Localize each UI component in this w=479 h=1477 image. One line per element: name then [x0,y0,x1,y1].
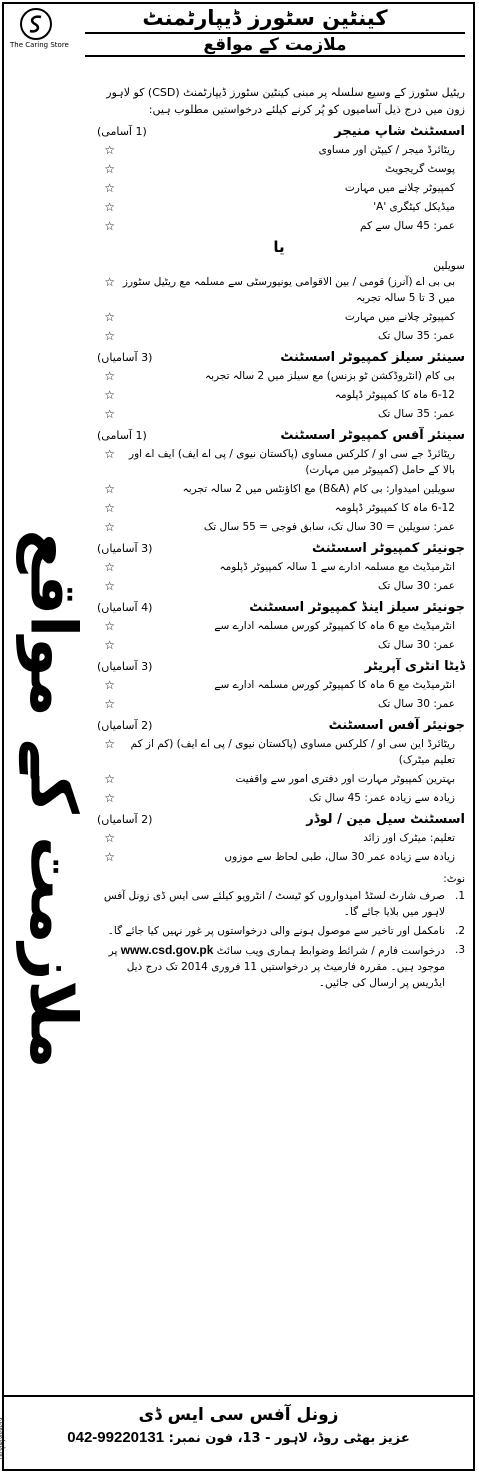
star-icon: ☆ [104,619,115,633]
star-icon: ☆ [104,737,115,751]
requirement-text: 6-12 ماہ کا کمپیوٹر ڈپلومہ [334,502,455,514]
note-number: 2. [454,925,465,937]
star-icon: ☆ [104,200,115,214]
requirement-item [93,696,465,712]
note-item [93,942,465,991]
post-heading [93,659,465,674]
side-banner [10,474,96,1124]
post-title: سینئر آفس کمپیوٹر اسسٹنٹ [280,428,465,443]
header [4,4,473,56]
post-count: (2 آسامیاں) [97,719,153,732]
requirement-text: 6-12 ماہ کا کمپیوٹر ڈپلومہ [334,389,455,401]
phone-number: 042-99220131 [67,1429,165,1446]
post-heading [93,350,465,365]
post-title: جونیئر سیلز اینڈ کمپیوٹر اسسٹنٹ [249,600,465,615]
requirement-text: بی بی اے (آنرز) قومی / بین الاقوامی یونیورسٹی سے مسلمہ مع ریٹیل سٹورز میں 3 تا 5 سالہ تجربہ [122,276,455,304]
requirement-text: سویلین امیدوار: بی کام (B&A) مع اکاؤنٹس میں 2 سالہ تجربہ [182,483,455,495]
note-text-part: پر موجود ہیں۔ مقررہ فارمیٹ پر درخواستیں 11 فروری 2014 تک درج ذیل ایڈریس پر ارسال کی جائیں۔ [108,945,445,989]
post-heading [93,718,465,733]
star-icon: ☆ [104,520,115,534]
requirement-item [93,736,465,768]
requirement-item [93,309,465,325]
requirement-item [93,199,465,215]
requirement-item [93,406,465,422]
requirement-text: عمر: 35 سال تک [377,330,455,342]
requirement-text: عمر: 30 سال تک [377,580,455,592]
logo-emblem-icon [19,7,53,41]
star-icon: ☆ [104,181,115,195]
address-text: عزیز بھٹی روڈ، لاہور - 13، فون نمبر: [168,1431,410,1446]
footer [4,1395,473,1469]
requirement-item [93,142,465,158]
post-heading [93,812,465,827]
requirement-item [93,578,465,594]
requirement-text: پوسٹ گریجویٹ [385,163,455,175]
star-icon: ☆ [104,482,115,496]
star-icon: ☆ [104,275,115,289]
requirement-text: زیادہ سے زیادہ عمر: 45 سال تک [308,792,455,804]
pid-code: PID(W)3009/13 [0,1417,6,1459]
csd-logo [10,7,69,59]
star-icon: ☆ [104,447,115,461]
note-item [93,888,465,920]
requirement-text: زیادہ سے زیادہ عمر 30 سال، طبی لحاظ سے موزوں [224,851,455,863]
post-title: جونیئر کمپیوٹر اسسٹنٹ [311,541,465,556]
star-icon: ☆ [104,407,115,421]
post-count: (3 آسامیاں) [97,542,153,555]
requirement-item [93,790,465,806]
post-count: (2 آسامیاں) [97,813,153,826]
ad-title: کینٹین سٹورز ڈیپارٹمنٹ [142,6,388,30]
notes-label: نوٹ: [443,873,465,885]
requirement-text: انٹرمیڈیٹ مع مسلمہ ادارے سے 1 سالہ کمپیوٹر ڈپلومہ [219,561,455,573]
post-heading [93,124,465,139]
star-icon: ☆ [104,678,115,692]
requirement-item [93,830,465,846]
requirement-item [93,677,465,693]
note-number: 3. [454,944,465,956]
star-icon: ☆ [104,162,115,176]
requirement-text: عمر: 45 سال سے کم [360,220,455,232]
ad-subtitle: ملازمت کے مواقع [85,32,465,57]
requirement-item [93,771,465,787]
requirement-item [93,637,465,653]
posts-section-1 [93,124,465,234]
note-text [93,888,445,920]
note-text-part: صرف شارٹ لسٹڈ امیدواروں کو ٹیسٹ / انٹرویو کیلئے سی ایس ڈی زونل آفس لاہور میں بلایا جائے گا۔ [103,890,445,918]
posts-section-2 [93,350,465,865]
requirement-item [93,446,465,478]
requirement-text: عمر: سویلین = 30 سال تک، سابق فوجی = 55 سال تک [203,521,455,533]
side-banner-text: ملازمت کے مواقع [15,529,90,1069]
post-title: جونیئر آفس اسسٹنٹ [328,718,465,733]
post-count: (1 آسامی) [97,429,147,442]
star-icon: ☆ [104,831,115,845]
office-name: زونل آفس سی ایس ڈی [138,1405,339,1425]
note-text-part: نامکمل اور تاخیر سے موصول ہونے والی درخواستوں پر غور نہیں کیا جائے گا۔ [107,925,445,937]
requirement-item [93,180,465,196]
star-icon: ☆ [104,369,115,383]
requirement-text: ریٹائرڈ این سی او / کلرکس مساوی (پاکستان نیوی / پی اے ایف) (کم از کم تعلیم میٹرک) [130,738,455,766]
note-number: 1. [454,890,465,902]
note-text [93,923,445,939]
post-count: (1 آسامی) [97,125,147,138]
post-title: ڈیٹا انٹری آپریٹر [364,659,465,674]
post-heading [93,428,465,443]
post-title: سینئر سیلز کمپیوٹر اسسٹنٹ [280,350,465,365]
requirement-item [93,559,465,575]
post-count: (3 آسامیاں) [97,660,153,673]
post-title: اسسٹنٹ شاپ منیجر [334,124,465,139]
or-label: یا [273,238,285,256]
post-count: (3 آسامیاں) [97,351,153,364]
requirement-text: بہترین کمپیوٹر مہارت اور دفتری امور سے واقفیت [235,773,455,785]
alt-requirements [93,274,465,344]
logo-tagline: The Caring Store [10,41,69,49]
requirement-item [93,500,465,516]
star-icon: ☆ [104,772,115,786]
requirement-item [93,618,465,634]
note-item [93,923,465,939]
star-icon: ☆ [104,579,115,593]
requirement-item [93,849,465,865]
civilian-label: سویلین [433,260,465,272]
requirement-item [93,161,465,177]
intro-text: ریٹیل سٹورز کے وسیع سلسلہ پر مبنی کینٹین سٹورز ڈیپارٹمنٹ (CSD) کو لاہور زون میں درج ذیل آسامیوں کو پُر کرنے کیلئے درخواستیں مطلوب ہیں: [106,86,465,116]
requirement-text: کمپیوٹر چلانے میں مہارت [344,311,455,323]
requirement-text: ریٹائرڈ جے سی او / کلرکس مساوی (پاکستان نیوی / پی اے ایف) ایف اے اور بالا کے حامل (کمپیوٹر میں مہارت) [129,448,455,476]
requirement-text: ریٹائرڈ میجر / کیپٹن اور مساوی [318,144,455,156]
requirement-text: تعلیم: میٹرک اور زائد [363,832,455,844]
requirement-text: عمر: 35 سال تک [377,408,455,420]
requirement-item [93,328,465,344]
star-icon: ☆ [104,501,115,515]
notes-list [93,888,465,991]
requirement-text: کمپیوٹر چلانے میں مہارت [344,182,455,194]
requirement-text: انٹرمیڈیٹ مع 6 ماہ کا کمپیوٹر کورس مسلمہ ادارے سے [214,679,455,691]
requirement-item [93,387,465,403]
main-content [93,84,465,994]
requirement-item [93,368,465,384]
star-icon: ☆ [104,791,115,805]
star-icon: ☆ [104,219,115,233]
star-icon: ☆ [104,850,115,864]
post-heading [93,600,465,615]
requirement-text: انٹرمیڈیٹ مع 6 ماہ کا کمپیوٹر کورس مسلمہ ادارے سے [214,620,455,632]
website-link: www.csd.gov.pk [120,943,214,957]
requirement-text: عمر: 30 سال تک [377,639,455,651]
requirement-text: میڈیکل کیٹگری 'A' [373,201,455,213]
job-advertisement [2,2,475,1471]
star-icon: ☆ [104,329,115,343]
requirement-text: بی کام (انٹروڈکشن ٹو بزنس) مع سیلز میں 2 سالہ تجربہ [204,370,455,382]
post-title: اسسٹنٹ سیل مین / لوڈر [306,812,465,827]
star-icon: ☆ [104,560,115,574]
office-address [4,1429,473,1446]
requirement-text: عمر: 30 سال تک [377,698,455,710]
star-icon: ☆ [104,638,115,652]
note-text-part: درخواست فارم / شرائط وضوابط ہماری ویب سائٹ [216,945,445,957]
requirement-item [93,218,465,234]
post-count: (4 آسامیاں) [97,601,153,614]
star-icon: ☆ [104,388,115,402]
requirement-item [93,274,465,306]
star-icon: ☆ [104,310,115,324]
note-text [93,942,445,991]
star-icon: ☆ [104,143,115,157]
requirement-item [93,481,465,497]
post-heading [93,541,465,556]
star-icon: ☆ [104,697,115,711]
requirement-item [93,519,465,535]
